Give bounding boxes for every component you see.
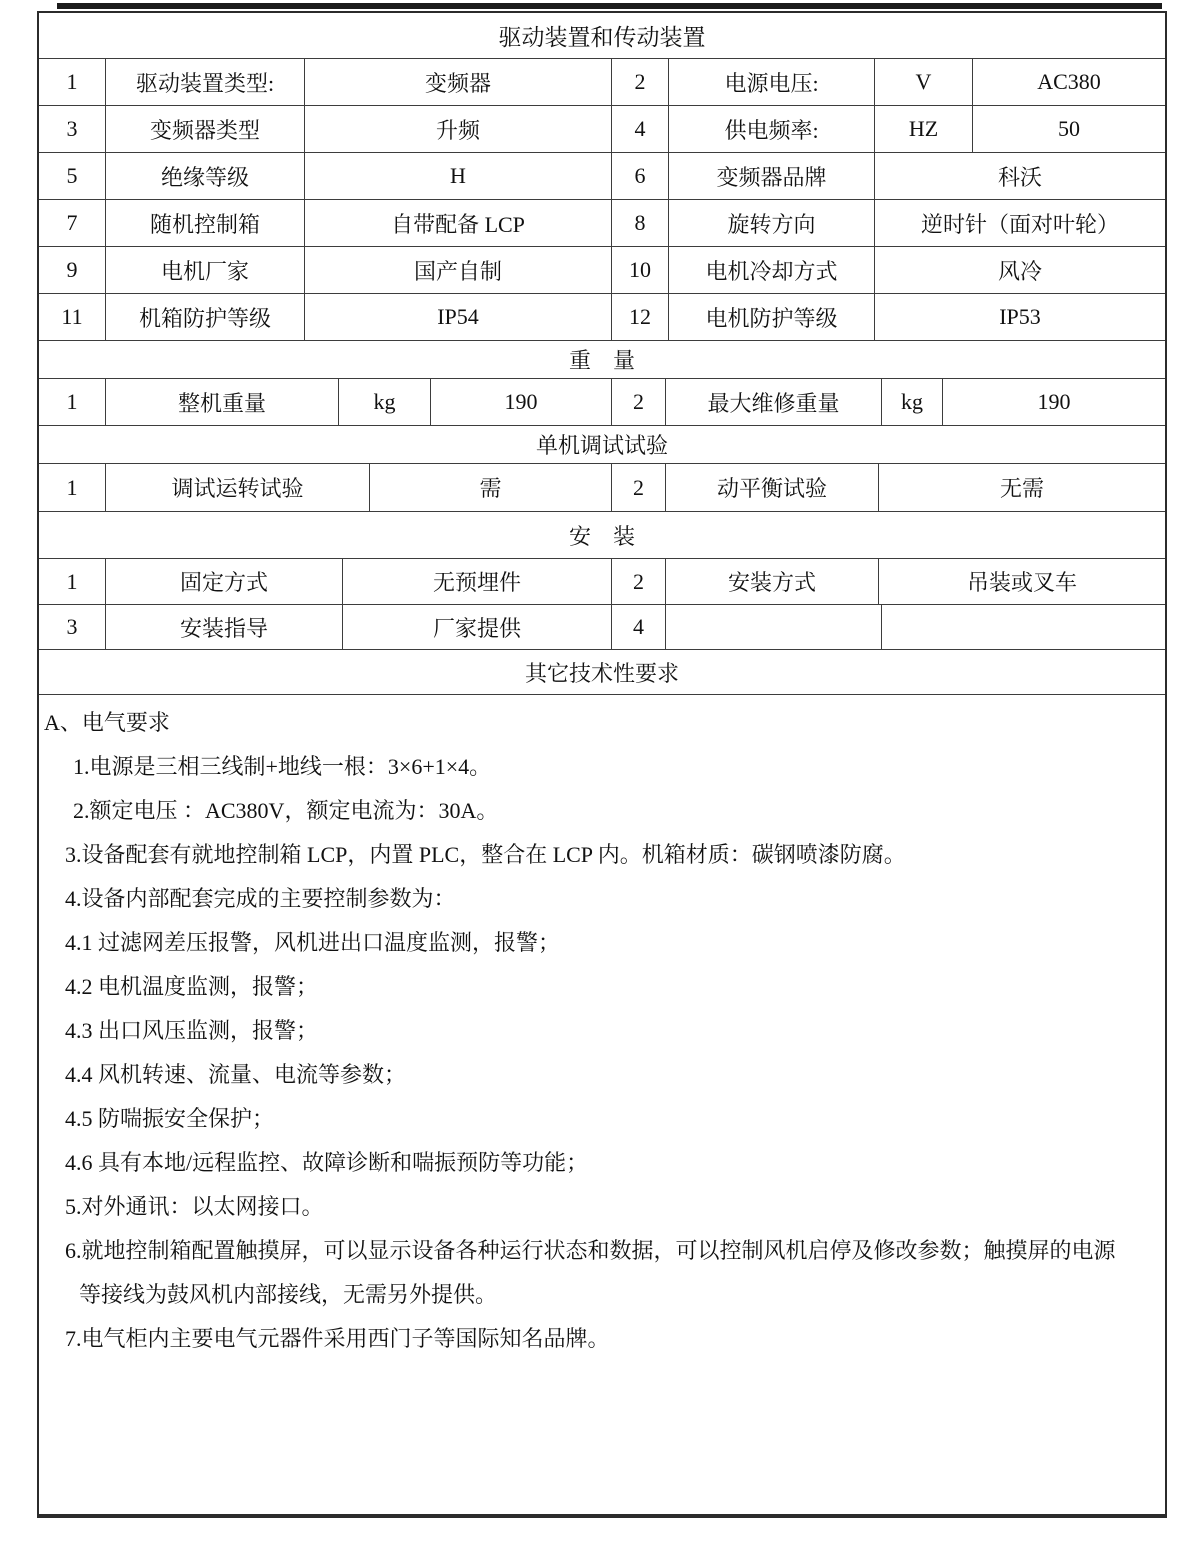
row-number: 4 [612, 605, 666, 649]
note-line: 4.4 风机转速、流量、电流等参数； [65, 1062, 407, 1087]
note-line: 7.电气柜内主要电气元器件采用西门子等国际知名品牌。 [65, 1326, 610, 1351]
row-number: 7 [39, 200, 106, 246]
row-number: 1 [39, 464, 106, 511]
note-line: 2.额定电压 ：AC380V，额定电流为：30A。 [73, 798, 499, 823]
note-line: 等接线为鼓风机内部接线，无需另外提供。 [79, 1282, 498, 1307]
field-value: 无预埋件 [343, 559, 612, 604]
section-header-row [39, 512, 1165, 559]
row-number: 2 [612, 559, 666, 604]
field-label: 电机冷却方式 [669, 247, 875, 293]
row-number: 1 [39, 559, 106, 604]
field-value: IP54 [305, 294, 612, 340]
field-label: 绝缘等级 [106, 153, 305, 199]
field-value [882, 605, 1165, 649]
field-value: 190 [431, 379, 612, 425]
row-number: 1 [39, 59, 106, 105]
section-header-row [39, 341, 1165, 379]
field-label: 安装方式 [666, 559, 879, 604]
table-row [39, 294, 1165, 341]
top-heavy-rule [57, 3, 1162, 9]
row-number: 5 [39, 153, 106, 199]
unit-cell: kg [882, 379, 943, 425]
notes-section-label: A、电气要求 [44, 710, 170, 735]
note-line: 4.1 过滤网差压报警，风机进出口温度监测，报警； [65, 930, 561, 955]
note-line: 4.设备内部配套完成的主要控制参数为： [65, 886, 456, 911]
field-value: 需 [370, 464, 612, 511]
field-value: AC380 [1037, 69, 1101, 94]
field-label: 调试运转试验 [106, 464, 370, 511]
field-label: 安装指导 [106, 605, 343, 649]
note-line: 6.就地控制箱配置触摸屏，可以显示设备各种运行状态和数据，可以控制风机启停及修改参数；触摸屏的电源 [65, 1238, 1116, 1263]
table-row [39, 153, 1165, 200]
field-value: 科沃 [997, 164, 1042, 190]
table-title: 驱动装置和传动装置 [498, 25, 706, 50]
field-value: 逆时针（面对叶轮） [920, 211, 1119, 237]
field-label: 驱动装置类型: [106, 59, 305, 105]
row-number: 2 [612, 464, 666, 511]
field-label: 变频器类型 [106, 106, 305, 152]
section-header-row [39, 650, 1165, 695]
field-value: H [305, 153, 612, 199]
field-label: 变频器品牌 [669, 153, 875, 199]
field-value: 50 [1058, 116, 1080, 141]
note-line: 4.3 出口风压监测，报警； [65, 1018, 319, 1043]
unit-cell: V [875, 59, 973, 105]
section-header-install: 安 装 [568, 523, 635, 549]
spec-table [37, 11, 1167, 1518]
note-line: 3.设备配套有就地控制箱 LCP，内置 PLC，整合在 LCP 内。机箱材质：碳钢喷漆防腐。 [65, 842, 906, 867]
field-label: 固定方式 [106, 559, 343, 604]
note-line: 4.6 具有本地/远程监控、故障诊断和喘振预防等功能； [65, 1150, 589, 1175]
field-label: 电机防护等级 [669, 294, 875, 340]
field-label: 最大维修重量 [666, 379, 882, 425]
row-number: 8 [612, 200, 669, 246]
field-value: IP53 [999, 304, 1041, 329]
field-label: 整机重量 [106, 379, 339, 425]
field-label: 动平衡试验 [666, 464, 879, 511]
field-value: 变频器 [305, 59, 612, 105]
table-row [39, 106, 1165, 153]
table-row [39, 59, 1165, 106]
field-label: 电机厂家 [106, 247, 305, 293]
section-header-test: 单机调试试验 [535, 433, 668, 458]
field-value: 国产自制 [305, 247, 612, 293]
field-label: 电源电压: [669, 59, 875, 105]
table-row [39, 559, 1165, 605]
note-line: 5.对外通讯：以太网接口。 [65, 1194, 324, 1219]
field-label: 旋转方向 [669, 200, 875, 246]
note-line: 4.2 电机温度监测，报警； [65, 974, 319, 999]
table-row [39, 464, 1165, 512]
field-value: 厂家提供 [343, 605, 612, 649]
unit-cell: kg [339, 379, 431, 425]
row-number: 4 [612, 106, 669, 152]
field-value: 吊装或叉车 [966, 570, 1077, 595]
section-header-other: 其它技术性要求 [524, 660, 679, 686]
table-row [39, 605, 1165, 650]
field-value: 升频 [305, 106, 612, 152]
unit-cell: HZ [875, 106, 973, 152]
note-line: 4.5 防喘振安全保护； [65, 1106, 275, 1131]
field-label: 供电频率: [669, 106, 875, 152]
row-number: 11 [39, 294, 106, 340]
row-number: 9 [39, 247, 106, 293]
table-title-row [39, 13, 1165, 59]
field-value: 190 [1037, 389, 1071, 414]
row-number: 2 [612, 59, 669, 105]
row-number: 1 [39, 379, 106, 425]
note-line: 1.电源是三相三线制+地线一根：3×6+1×4。 [73, 754, 492, 779]
row-number: 3 [39, 605, 106, 649]
row-number: 3 [39, 106, 106, 152]
table-row [39, 379, 1165, 426]
row-number: 6 [612, 153, 669, 199]
field-value: 风冷 [997, 258, 1042, 284]
field-label [666, 605, 882, 649]
row-number: 2 [612, 379, 666, 425]
table-row [39, 200, 1165, 247]
field-value: 自带配备 LCP [305, 200, 612, 246]
row-number: 12 [612, 294, 669, 340]
section-header-weight: 重 量 [568, 348, 635, 373]
row-number: 10 [612, 247, 669, 293]
field-label: 机箱防护等级 [106, 294, 305, 340]
notes-area [39, 695, 1165, 1514]
table-row [39, 247, 1165, 294]
field-value: 无需 [999, 476, 1044, 501]
section-header-row [39, 426, 1165, 464]
field-label: 随机控制箱 [106, 200, 305, 246]
